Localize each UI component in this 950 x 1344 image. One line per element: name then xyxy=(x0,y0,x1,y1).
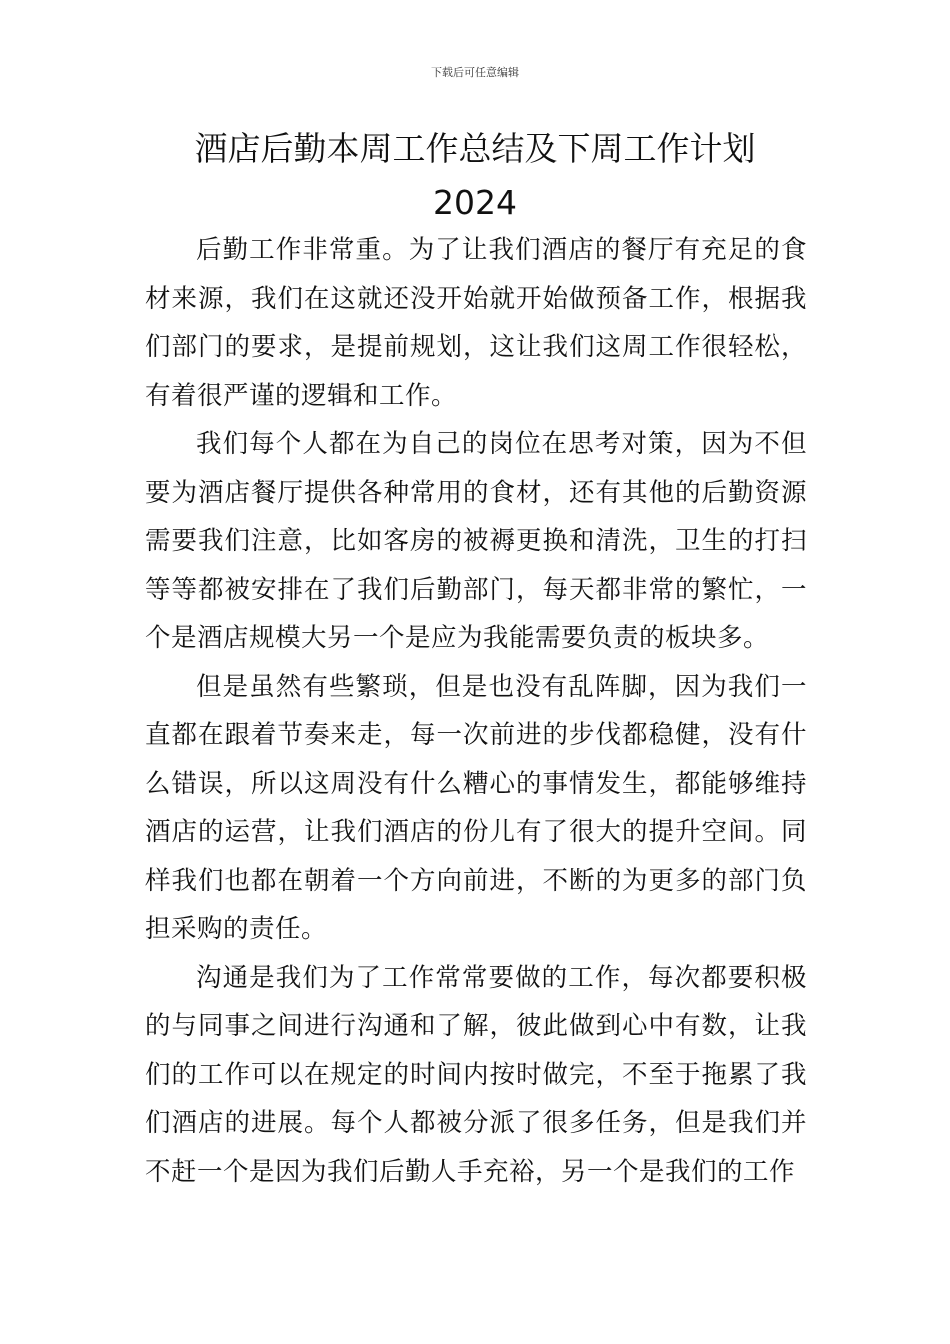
title-line-1: 酒店后勤本周工作总结及下周工作计划 xyxy=(194,129,756,168)
paragraph: 沟通是我们为了工作常常要做的工作，每次都要积极的与同事之间进行沟通和了解，彼此做到心中有数，让我们的工作可以在规定的时间内按时做完，不至于拖累了我们酒店的进展。每个人都被分派了很多任务，但是我们并不赶一个是因为我们后勤人手充裕，另一个是我们的工作 xyxy=(145,962,807,1187)
document-body xyxy=(145,226,807,1196)
document-title xyxy=(100,122,850,230)
header-note: 下载后可任意编辑 xyxy=(431,66,519,79)
paragraph: 但是虽然有些繁琐，但是也没有乱阵脚，因为我们一直都在跟着节奏来走，每一次前进的步伐都稳健，没有什么错误，所以这周没有什么糟心的事情发生，都能够维持酒店的运营，让我们酒店的份儿有了很大的提升空间。同样我们也都在朝着一个方向前进，不断的为更多的部门负担采购的责任。 xyxy=(145,671,807,944)
paragraph: 后勤工作非常重。为了让我们酒店的餐厅有充足的食材来源，我们在这就还没开始就开始做预备工作，根据我们部门的要求，是提前规划，这让我们这周工作很轻松，有着很严谨的逻辑和工作。 xyxy=(145,235,807,411)
paragraph: 我们每个人都在为自己的岗位在思考对策，因为不但要为酒店餐厅提供各种常用的食材，还有其他的后勤资源需要我们注意，比如客房的被褥更换和清洗，卫生的打扫等等都被安排在了我们后勤部门，每天都非常的繁忙，一个是酒店规模大另一个是应为我能需要负责的板块多。 xyxy=(145,429,807,653)
title-line-2: 2024 xyxy=(433,183,517,222)
